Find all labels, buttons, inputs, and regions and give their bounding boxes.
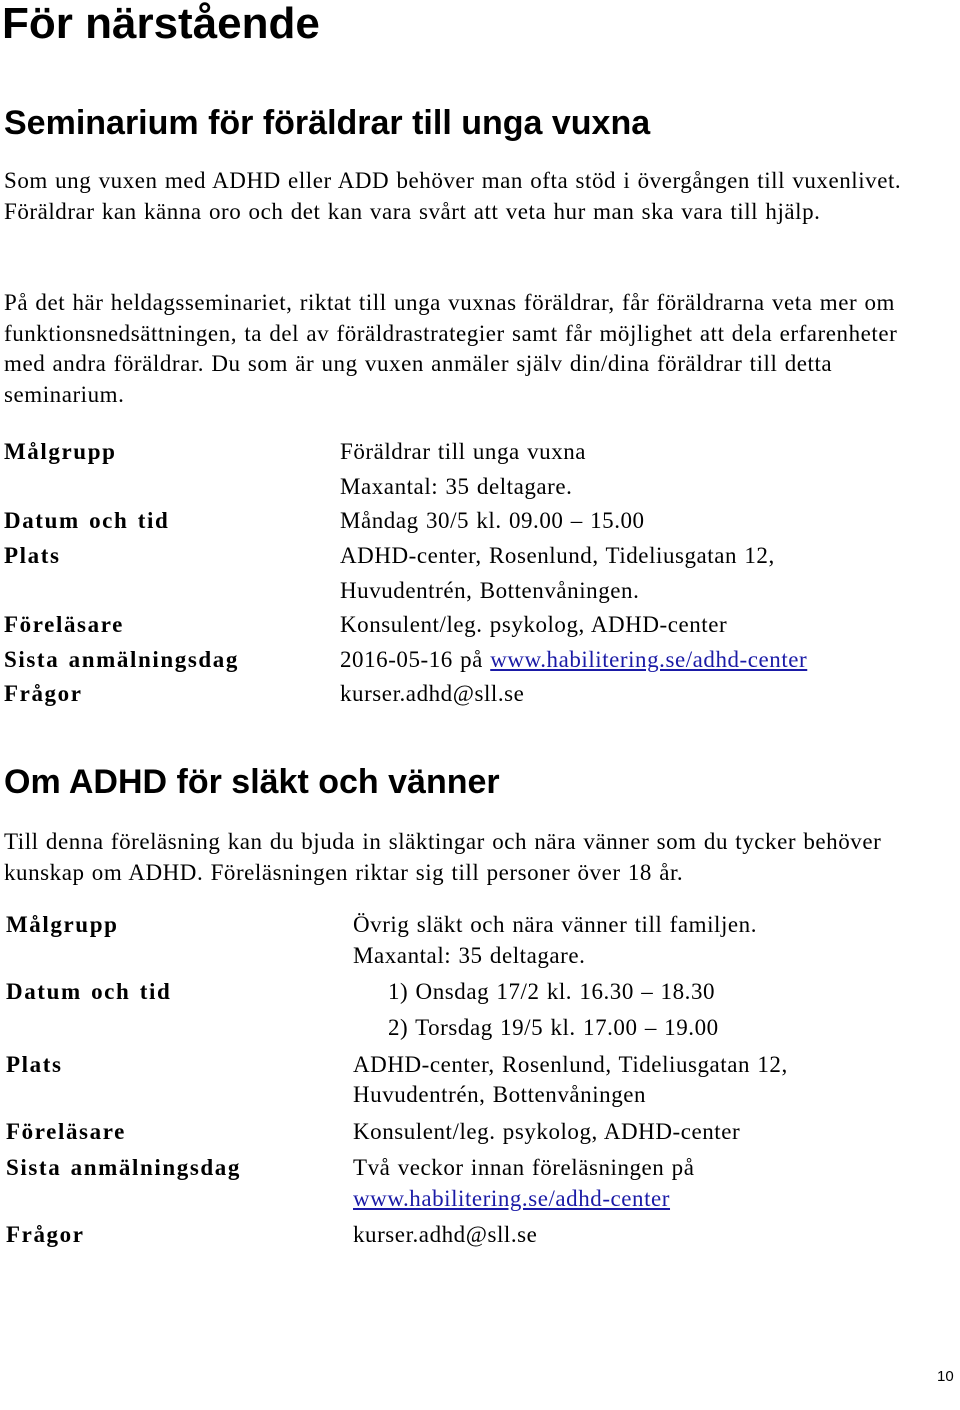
label-plats: Plats — [6, 1052, 63, 1077]
value-maxantal: Maxantal: 35 deltagare. — [353, 943, 586, 968]
value-forelasare: Konsulent/leg. psykolog, ADHD-center — [353, 1119, 741, 1144]
section-heading-seminar: Seminarium för föräldrar till unga vuxna — [4, 104, 651, 142]
value-sista-anmalningsdag: Två veckor innan föreläsningen på — [353, 1155, 695, 1180]
value-datum-2: 2) Torsdag 19/5 kl. 17.00 – 19.00 — [388, 1015, 719, 1040]
label-datum-och-tid: Datum och tid — [6, 979, 172, 1004]
value-malgrupp: Övrig släkt och nära vänner till familjen. — [353, 912, 758, 937]
habilitering-link[interactable]: www.habilitering.se/adhd-center — [353, 1186, 671, 1211]
habilitering-link[interactable]: www.habilitering.se/adhd-center — [490, 647, 808, 672]
label-plats: Plats — [4, 543, 61, 568]
seminar-intro-paragraph: Som ung vuxen med ADHD eller ADD behöver man ofta stöd i övergången till vuxenlivet. Föräldrar kan känna oro och det kan vara svårt att veta hur man ska vara till hjälp. — [4, 168, 902, 224]
label-sista-anmalningsdag: Sista anmälningsdag — [4, 647, 239, 672]
label-malgrupp: Målgrupp — [6, 912, 119, 937]
value-plats-address: ADHD-center, Rosenlund, Tideliusgatan 12, — [353, 1052, 788, 1077]
label-malgrupp: Målgrupp — [4, 439, 117, 464]
value-malgrupp: Föräldrar till unga vuxna — [340, 439, 587, 464]
value-sista-link-line — [353, 1184, 670, 1214]
value-plats-address: ADHD-center, Rosenlund, Tideliusgatan 12, — [340, 543, 775, 568]
label-forelasare: Föreläsare — [6, 1119, 126, 1144]
sista-anmalningsdag-date: 2016-05-16 på — [340, 647, 491, 672]
value-sista-anmalningsdag — [340, 645, 807, 675]
label-fragor: Frågor — [4, 681, 83, 706]
value-fragor-email: kurser.adhd@sll.se — [340, 681, 525, 706]
page-title: För närstående — [2, 0, 320, 48]
seminar-body-paragraph: På det här heldagsseminariet, riktat till unga vuxnas föräldrar, får föräldrarna veta mer om funktionsnedsättningen, ta del av föräldrastrategier samt får möjlighet att dela erfarenheter med andra föräldrar. Du som är ung vuxen anmäler själv din/dina föräldrar till detta seminarium. — [4, 290, 898, 407]
value-forelasare: Konsulent/leg. psykolog, ADHD-center — [340, 612, 728, 637]
label-sista-anmalningsdag: Sista anmälningsdag — [6, 1155, 241, 1180]
slakt-intro-paragraph: Till denna föreläsning kan du bjuda in släktingar och nära vänner som du tycker behöver kunskap om ADHD. Föreläsningen riktar sig till personer över 18 år. — [4, 829, 882, 885]
value-datum-och-tid: Måndag 30/5 kl. 09.00 – 15.00 — [340, 508, 645, 533]
page-number: 10 — [937, 1368, 954, 1385]
label-forelasare: Föreläsare — [4, 612, 124, 637]
section-heading-slakt-och-vanner: Om ADHD för släkt och vänner — [4, 763, 500, 801]
value-maxantal: Maxantal: 35 deltagare. — [340, 474, 573, 499]
label-datum-och-tid: Datum och tid — [4, 508, 170, 533]
value-datum-1: 1) Onsdag 17/2 kl. 16.30 – 18.30 — [388, 979, 716, 1004]
label-fragor: Frågor — [6, 1222, 85, 1247]
value-plats-entrance: Huvudentrén, Bottenvåningen — [353, 1082, 647, 1107]
value-plats-entrance: Huvudentrén, Bottenvåningen. — [340, 578, 640, 603]
value-fragor-email: kurser.adhd@sll.se — [353, 1222, 538, 1247]
